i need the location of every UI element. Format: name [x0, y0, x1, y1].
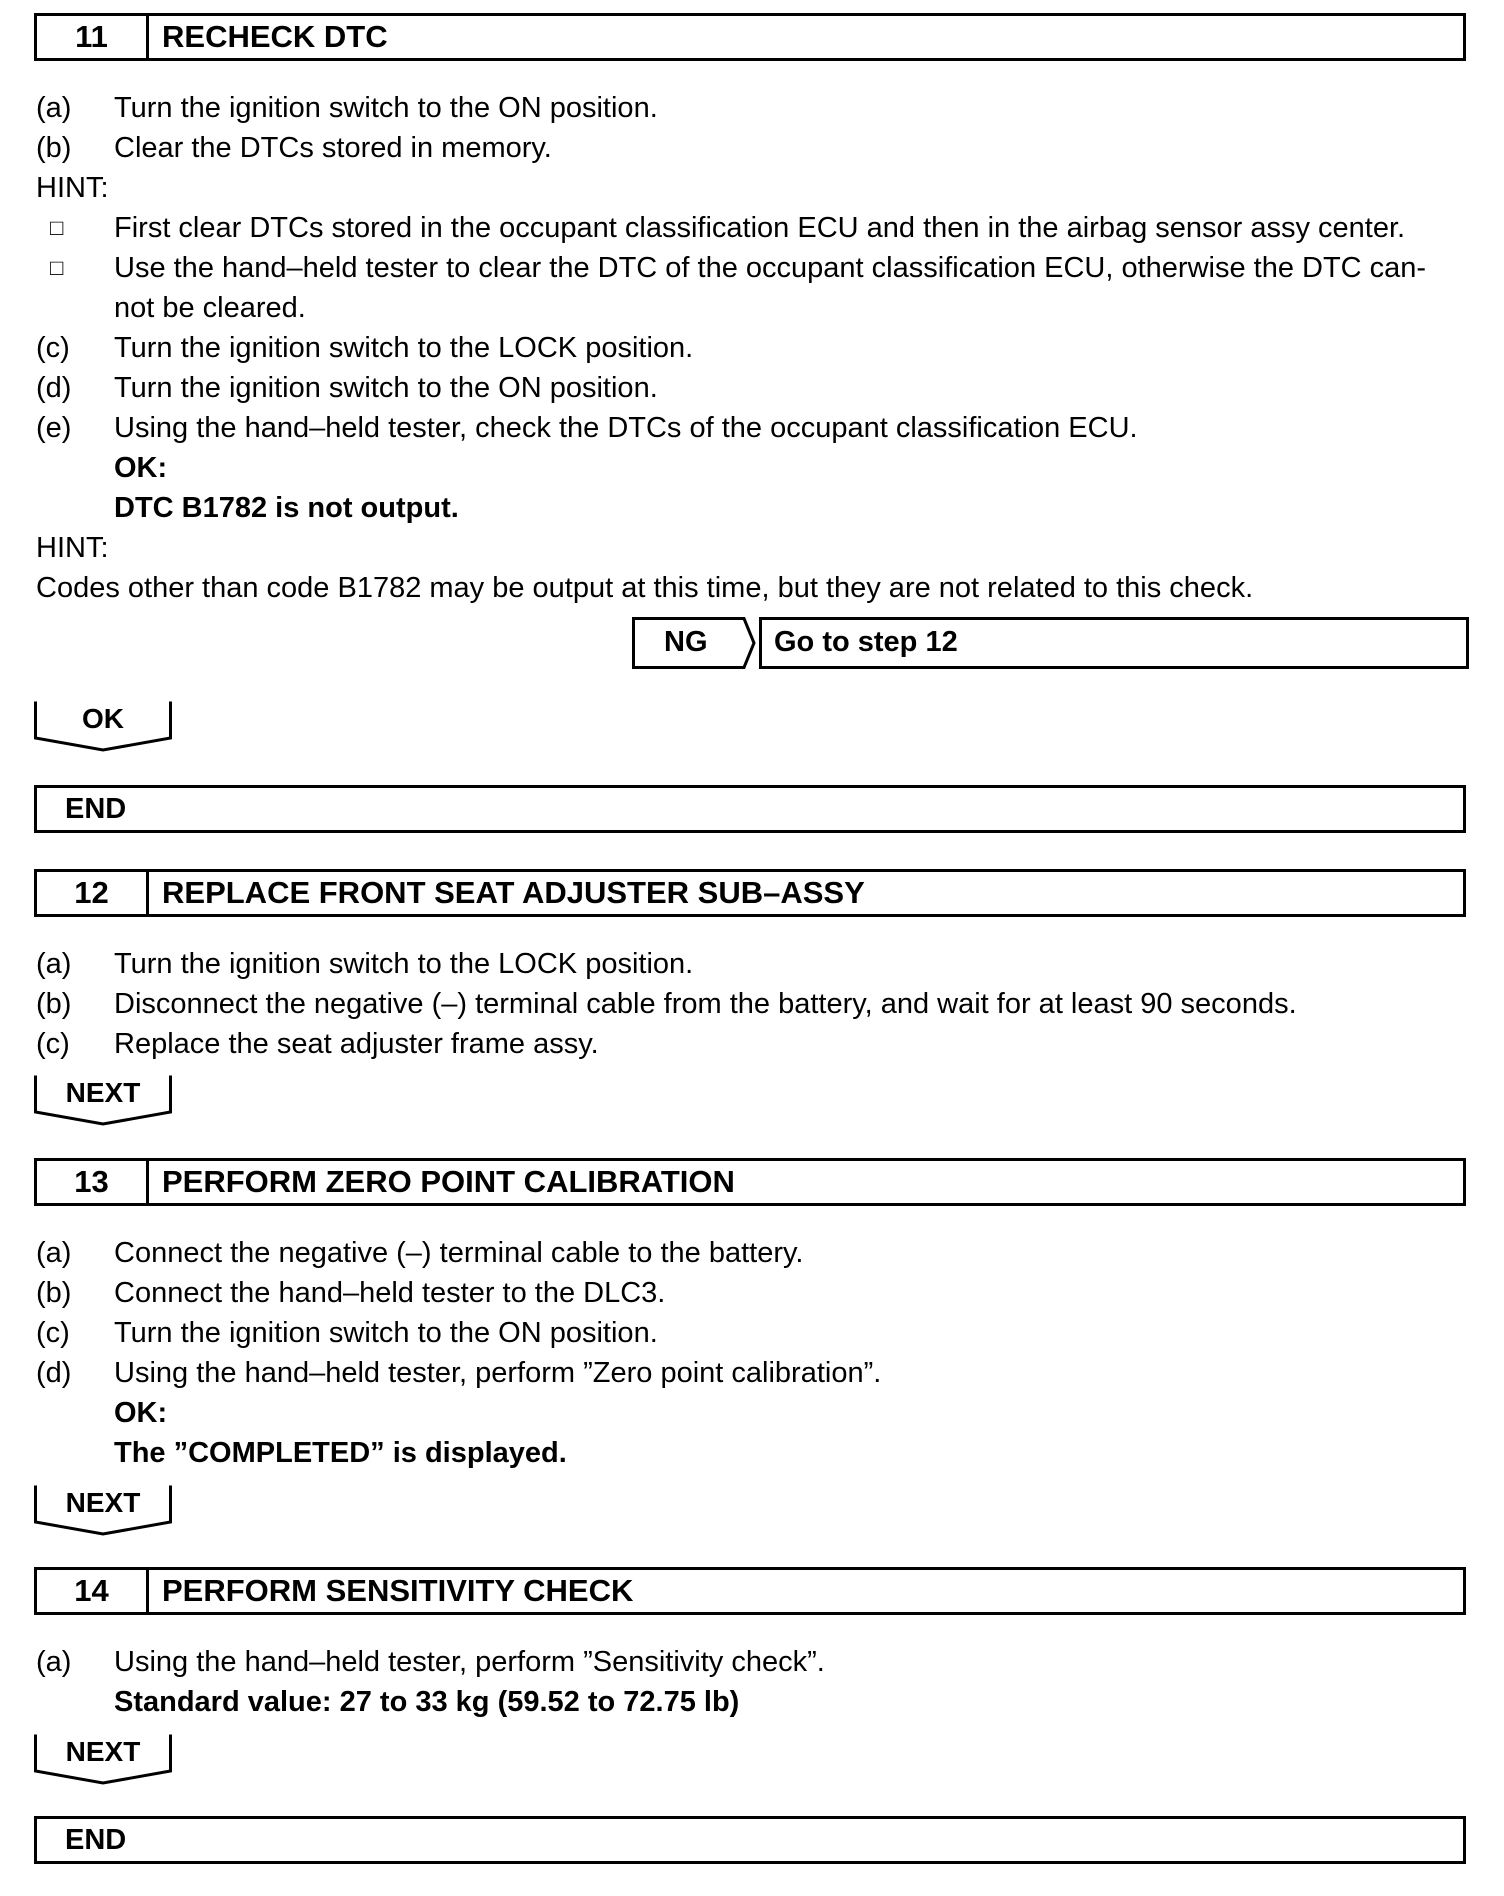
item-marker: (a) — [36, 1237, 72, 1269]
next-tag — [34, 1484, 172, 1536]
item-text: Connect the negative (–) terminal cable to the battery. — [114, 1237, 804, 1269]
next-tag — [34, 1733, 172, 1785]
next-tag — [34, 1074, 172, 1126]
item-text: Turn the ignition switch to the ON position. — [114, 92, 658, 124]
standard-value-text: Standard value: 27 to 33 kg (59.52 to 72.75 lb) — [114, 1686, 740, 1718]
ng-target-link[interactable]: Go to step 12 — [774, 626, 958, 658]
ng-label: NG — [664, 626, 708, 658]
hint-label: HINT: — [36, 172, 109, 204]
bullet-text: not be cleared. — [114, 292, 306, 324]
step-11-item-b — [0, 128, 1504, 168]
item-text: Connect the hand–held tester to the DLC3. — [114, 1277, 666, 1309]
ok-text: DTC B1782 is not output. — [114, 492, 459, 524]
item-marker: (b) — [36, 132, 72, 164]
bullet-box-icon: □ — [50, 215, 64, 240]
step-title: RECHECK DTC — [162, 19, 388, 54]
tag-label: OK — [82, 703, 124, 734]
ok-label: OK: — [114, 452, 168, 484]
item-text: Using the hand–held tester, check the DTCs of the occupant classification ECU. — [114, 412, 1138, 444]
bullet-text: First clear DTCs stored in the occupant classification ECU and then in the airbag sensor assy center. — [114, 212, 1406, 244]
standard-value — [0, 1682, 1504, 1722]
step-number: 14 — [37, 1570, 149, 1612]
item-text: Clear the DTCs stored in memory. — [114, 132, 552, 164]
step-title: PERFORM ZERO POINT CALIBRATION — [162, 1164, 735, 1199]
step-number: 12 — [37, 872, 149, 914]
item-marker: (a) — [36, 1646, 72, 1678]
step-13-item-b — [0, 1273, 1504, 1313]
ok-criteria-label — [0, 448, 1504, 488]
step-14-item-a — [0, 1642, 1504, 1682]
item-marker: (d) — [36, 1357, 72, 1389]
ng-branch — [632, 617, 1470, 669]
step-12-header — [34, 869, 1466, 917]
item-marker: (c) — [36, 1317, 70, 1349]
step-12-item-a — [0, 944, 1504, 984]
item-text: Replace the seat adjuster frame assy. — [114, 1028, 599, 1060]
item-marker: (c) — [36, 1028, 70, 1060]
ok-criteria-text — [0, 1433, 1504, 1473]
step-title: REPLACE FRONT SEAT ADJUSTER SUB–ASSY — [162, 875, 865, 910]
hint-label: HINT: — [36, 532, 109, 564]
step-11-item-e — [0, 408, 1504, 448]
end-box: END — [34, 1816, 1466, 1864]
ng-arrow-icon — [632, 617, 1470, 669]
step-number: 11 — [37, 16, 149, 58]
item-text: Turn the ignition switch to the LOCK position. — [114, 948, 694, 980]
step-13-item-a — [0, 1233, 1504, 1273]
tag-label: NEXT — [65, 1487, 141, 1518]
tag-label: NEXT — [65, 1077, 141, 1108]
step-12-item-b — [0, 984, 1504, 1024]
item-text: Using the hand–held tester, perform ”Sensitivity check”. — [114, 1646, 825, 1678]
item-marker: (a) — [36, 948, 72, 980]
item-marker: (b) — [36, 1277, 72, 1309]
step-13-header — [34, 1158, 1466, 1206]
step-13-item-c — [0, 1313, 1504, 1353]
ok-tag — [34, 700, 172, 752]
step-number: 13 — [37, 1161, 149, 1203]
item-marker: (b) — [36, 988, 72, 1020]
step-11-header — [34, 13, 1466, 61]
item-text: Turn the ignition switch to the ON position. — [114, 1317, 658, 1349]
tag-label: NEXT — [65, 1736, 141, 1767]
hint-bullet-1 — [0, 208, 1504, 248]
bullet-box-icon: □ — [50, 255, 64, 280]
step-11-item-c — [0, 328, 1504, 368]
item-text: Using the hand–held tester, perform ”Zero point calibration”. — [114, 1357, 882, 1389]
item-marker: (c) — [36, 332, 70, 364]
item-marker: (a) — [36, 92, 72, 124]
ok-text: The ”COMPLETED” is displayed. — [114, 1437, 567, 1469]
step-11-item-d — [0, 368, 1504, 408]
hint-bullet-2-cont — [0, 288, 1504, 328]
item-text: Disconnect the negative (–) terminal cable from the battery, and wait for at least 90 seconds. — [114, 988, 1297, 1020]
item-marker: (d) — [36, 372, 72, 404]
ok-criteria-label — [0, 1393, 1504, 1433]
item-text: Turn the ignition switch to the LOCK position. — [114, 332, 694, 364]
step-11-item-a — [0, 88, 1504, 128]
step-13-item-d — [0, 1353, 1504, 1393]
item-marker: (e) — [36, 412, 72, 444]
ok-criteria-text — [0, 488, 1504, 528]
hint-text: Codes other than code B1782 may be output at this time, but they are not related to this check. — [36, 572, 1254, 604]
end-box: END — [34, 785, 1466, 833]
hint-bullet-2 — [0, 248, 1504, 288]
ok-label: OK: — [114, 1397, 168, 1429]
step-title: PERFORM SENSITIVITY CHECK — [162, 1573, 634, 1608]
step-14-header — [34, 1567, 1466, 1615]
step-12-item-c — [0, 1024, 1504, 1064]
bullet-text: Use the hand–held tester to clear the DTC of the occupant classification ECU, otherwise the DTC can- — [114, 252, 1427, 284]
item-text: Turn the ignition switch to the ON position. — [114, 372, 658, 404]
